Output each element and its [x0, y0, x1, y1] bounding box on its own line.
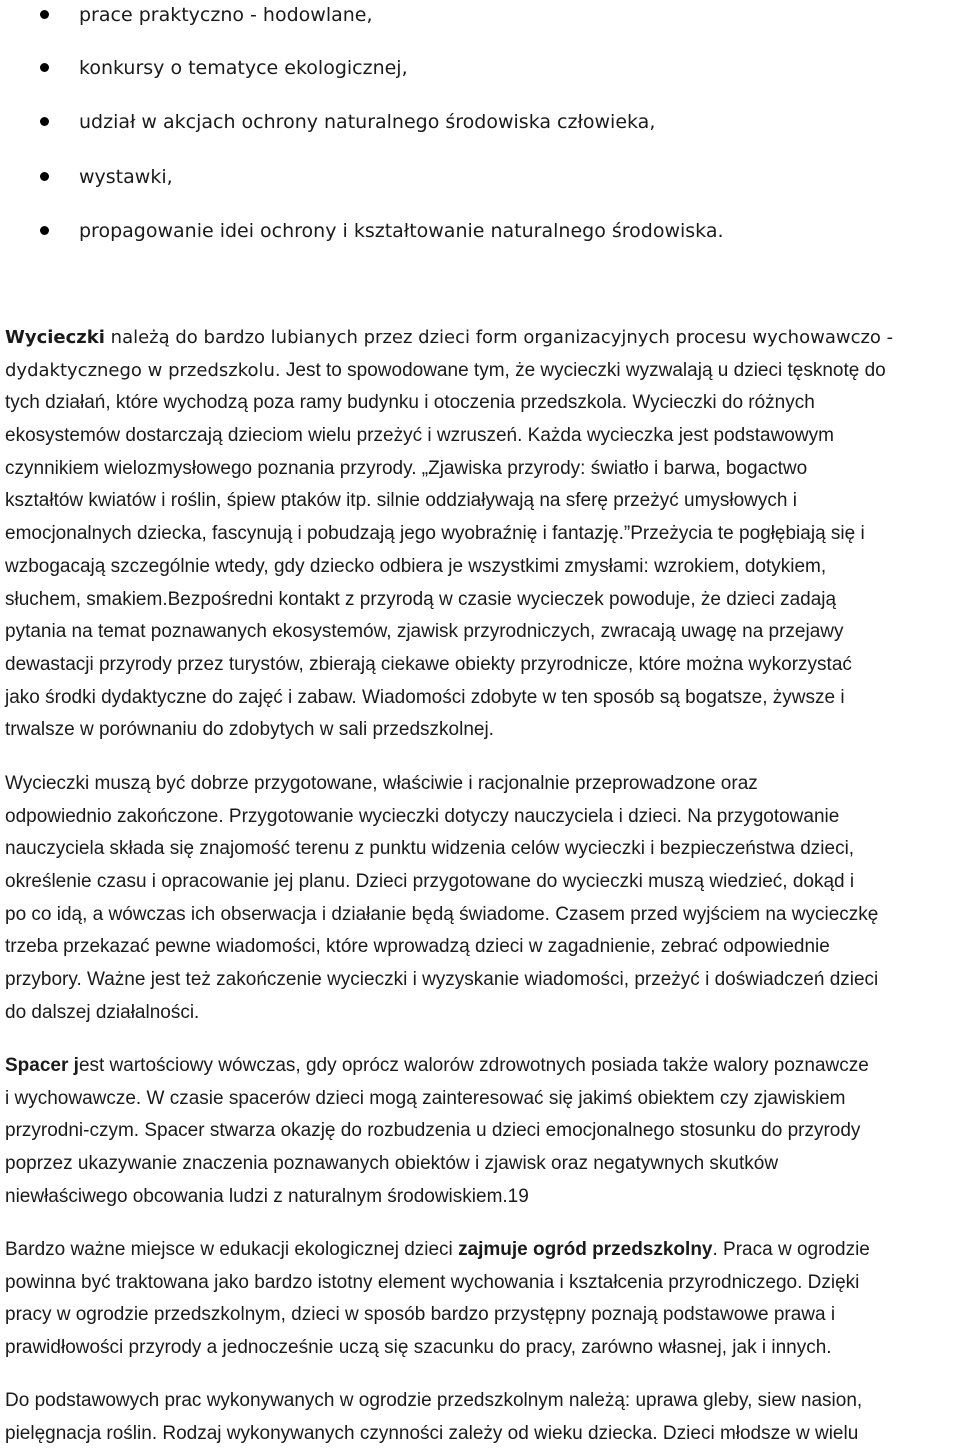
text-line: Do podstawowych prac wykonywanych w ogrodzie przedszkolnym należą: uprawa gleby, siew nasion, — [5, 1390, 863, 1411]
text-line: kształtów kwiatów i roślin, śpiew ptaków itp. silnie oddziaływają na sferę przeżyć umysłowych i — [5, 490, 797, 512]
text-line: do dalszej działalności. — [5, 1001, 200, 1023]
text-line: trwalsze w porównaniu do zdobytych w sali przedszkolnej. — [5, 719, 494, 741]
bold-term: zajmuje ogród przedszkolny — [458, 1239, 713, 1260]
text-line: nauczyciela składa się znajomość terenu z punktu widzenia celów wycieczki i bezpieczeństwa dzieci, — [5, 838, 855, 860]
paragraph-przygotowanie — [5, 768, 960, 1030]
text-line: Wycieczki muszą być dobrze przygotowane, właściwie i racjonalnie przeprowadzone oraz — [5, 773, 758, 794]
text-line: przybory. Ważne jest też zakończenie wycieczki i wyzyskanie wiadomości, przeżyć i doświadczeń dzieci — [5, 969, 879, 991]
text-span: . Praca w ogrodzie — [712, 1239, 870, 1260]
bold-term: Wycieczki — [5, 327, 105, 348]
list-item-text: prace praktyczno - hodowlane, — [79, 4, 373, 26]
text-line: pytania na temat poznawanych ekosystemów, zjawisk przyrodniczych, zwracają uwagę na przejawy — [5, 621, 844, 643]
list-item — [0, 216, 940, 246]
bold-term: Spacer j — [5, 1055, 79, 1076]
text-line — [5, 322, 960, 355]
text-line: prawidłowości przyrody a jednocześnie uczą się szacunku do pracy, zarówno własnej, jak i innych. — [5, 1337, 832, 1359]
text-line: określenie czasu i opracowanie jej planu. Dzieci przygotowane do wycieczki muszą wiedzieć, dokąd i — [5, 871, 855, 893]
text-line: trzeba przekazać pewne wiadomości, które wprowadzą dzieci w zagadnienie, zebrać odpowiednie — [5, 936, 830, 958]
bullet-icon — [40, 172, 49, 181]
paragraph-prace-ogrodowe — [5, 1385, 960, 1450]
list-item — [0, 0, 940, 30]
text-span: należą do bardzo lubianych przez dzieci form organizacyjnych procesu wychowawczo - — [104, 327, 894, 348]
bullet-icon — [40, 117, 49, 126]
list-item — [0, 53, 940, 83]
text-span: dydaktycznego w przedszkolu. — [5, 359, 281, 381]
text-line: po co idą, a wówczas ich obserwacja i działanie będą świadome. Czasem przed wyjściem na wycieczkę — [5, 903, 879, 925]
paragraph-spacer — [5, 1050, 960, 1213]
list-item-text: propagowanie idei ochrony i kształtowanie naturalnego środowiska. — [79, 220, 724, 242]
text-span: est wartościowy wówczas, gdy oprócz walorów zdrowotnych posiada także walory poznawcze — [78, 1055, 869, 1076]
text-line: wzbogacają szczególnie wtedy, gdy dziecko odbiera je wszystkimi zmysłami: wzrokiem, dotykiem, — [5, 555, 827, 577]
text-line: emocjonalnych dziecka, fascynują i pobudzają jego wyobraźnię i fantazję.”Przeżycia te pogłębiają się i — [5, 523, 865, 545]
text-line: przyrodni-czym. Spacer stwarza okazję do rozbudzenia u dzieci emocjonalnego stosunku do przyrody — [5, 1120, 861, 1142]
bullet-icon — [40, 226, 49, 235]
text-span: Bardzo ważne miejsce w edukacji ekologicznej dzieci — [5, 1239, 459, 1260]
text-line: powinna być traktowana jako bardzo istotny element wychowania i kształcenia przyrodniczego. Dzięki — [5, 1271, 860, 1293]
text-span: Jest to spowodowane tym, że wycieczki wyzwalają u dzieci tęsknotę do — [280, 359, 886, 381]
text-line — [5, 1234, 960, 1267]
text-line: ekosystemów dostarczają dzieciom wielu przeżyć i wzruszeń. Każda wycieczka jest podstawowym — [5, 425, 834, 447]
text-line — [5, 355, 960, 388]
text-line: czynnikiem wielozmysłowego poznania przyrody. „Zjawiska przyrody: światło i barwa, bogactwo — [5, 457, 808, 479]
list-item — [0, 162, 940, 192]
text-line: poprzez ukazywanie znaczenia poznawanych obiektów i zjawisk oraz negatywnych skutków — [5, 1153, 779, 1175]
text-line: pracy w ogrodzie przedszkolnym, dzieci w sposób bardzo przystępny poznają podstawowe prawa i — [5, 1304, 836, 1326]
list-item-text: wystawki, — [79, 166, 173, 188]
text-line: i wychowawcze. W czasie spacerów dzieci mogą zainteresować się jakimś obiektem czy zjawiskiem — [5, 1087, 846, 1109]
list-item-text: udział w akcjach ochrony naturalnego środowiska człowieka, — [79, 111, 656, 133]
bullet-icon — [40, 10, 49, 19]
text-line: jako środki dydaktyczne do zajęć i zabaw. Wiadomości zdobyte w ten sposób są bogatsze, żywsze i — [5, 686, 845, 708]
bullet-icon — [40, 63, 49, 72]
text-line: słuchem, smakiem.Bezpośredni kontakt z przyrodą w czasie wycieczek powoduje, że dzieci zadają — [5, 588, 837, 610]
paragraph-wycieczki — [5, 322, 960, 747]
text-line: pielęgnacja roślin. Rodzaj wykonywanych czynności zależy od wieku dziecka. Dzieci młodsze w wielu — [5, 1422, 859, 1444]
paragraph-ogrod — [5, 1234, 960, 1365]
text-line: dewastacji przyrody przez turystów, zbierają ciekawe obiekty przyrodnicze, które można wykorzystać — [5, 653, 852, 675]
text-line: odpowiednio zakończone. Przygotowanie wycieczki dotyczy nauczyciela i dzieci. Na przygotowanie — [5, 805, 840, 827]
text-line: tych działań, które wychodzą poza ramy budynku i otoczenia przedszkola. Wycieczki do różnych — [5, 392, 815, 414]
list-item — [0, 107, 940, 137]
list-item-text: konkursy o tematyce ekologicznej, — [79, 57, 408, 79]
text-line: niewłaściwego obcowania ludzi z naturalnym środowiskiem.19 — [5, 1185, 529, 1207]
text-line — [5, 1050, 960, 1083]
